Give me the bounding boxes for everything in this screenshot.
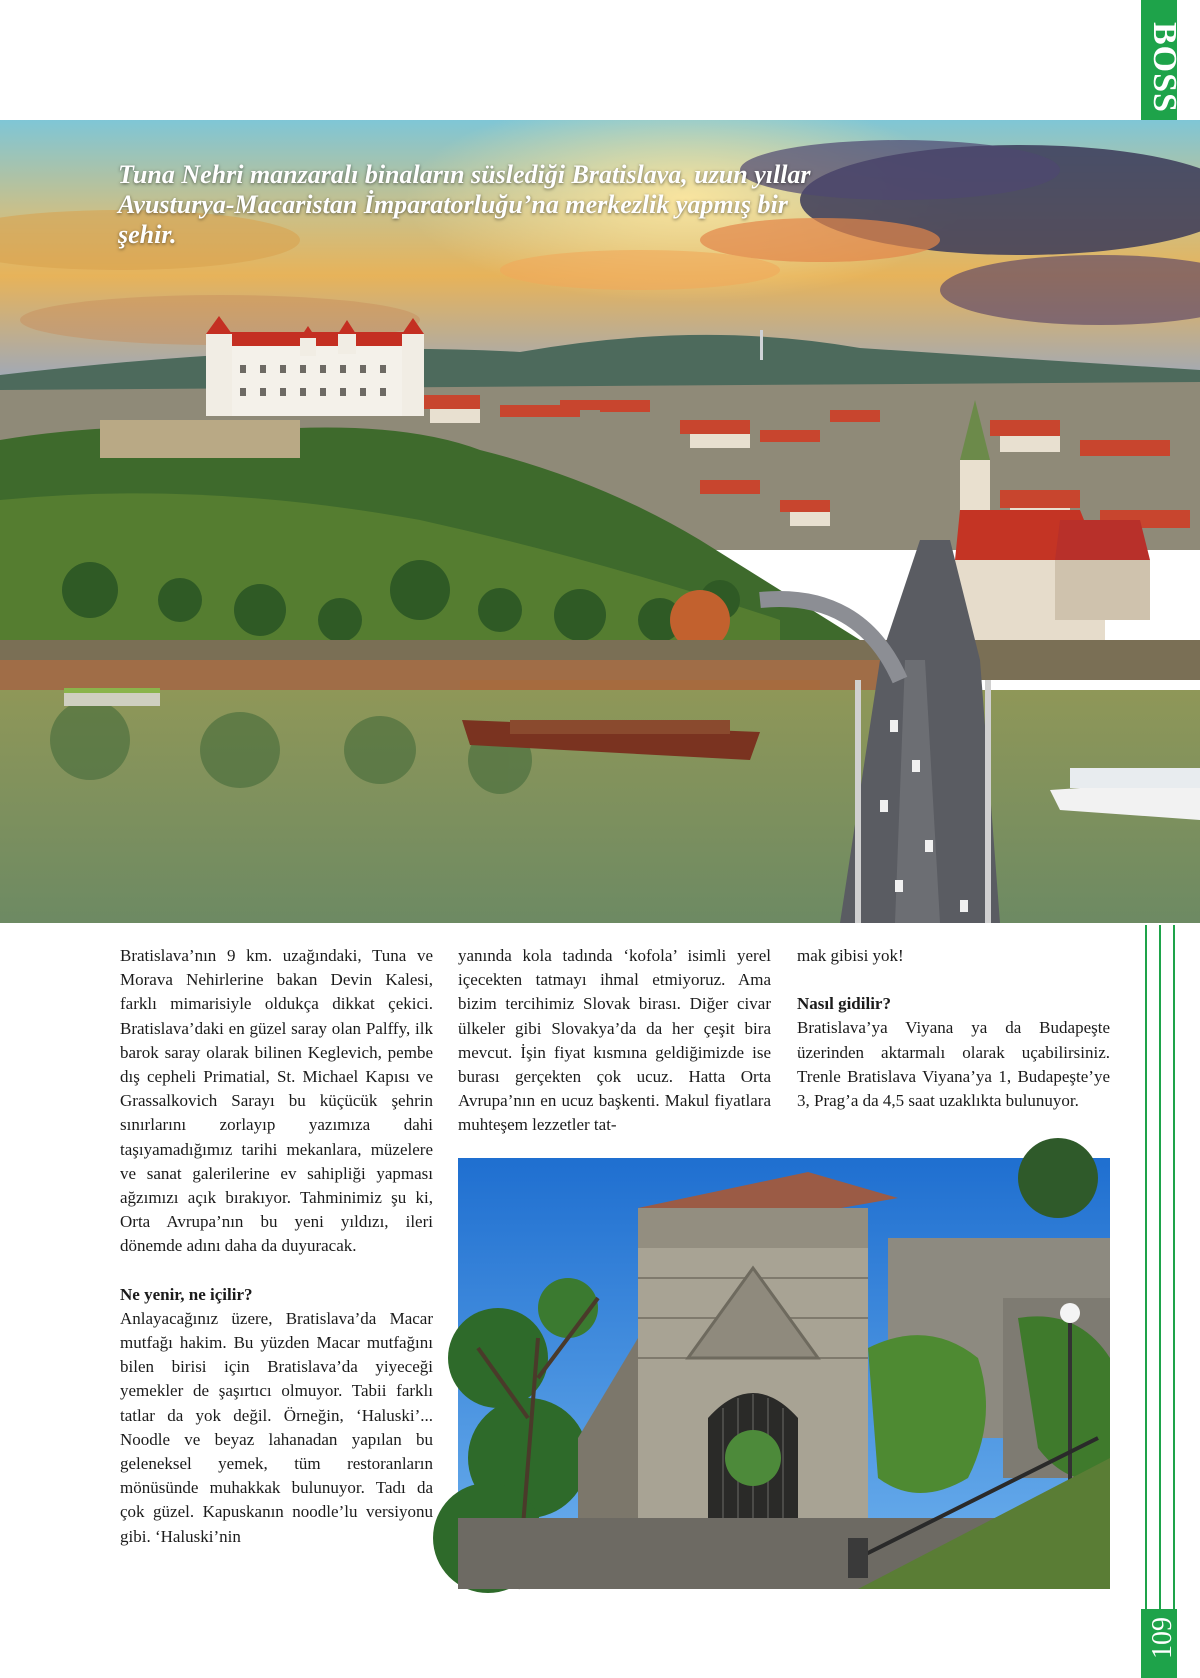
gate-photo bbox=[458, 1158, 1110, 1589]
margin-rule bbox=[1173, 925, 1175, 1609]
paragraph-food: Anlayacağınız üzere, Bratislava’da Macar mutfağı hakim. Bu yüzden Macar mutfağını bilen birisi için Bratislava’da yiyeceği yemekler de şaşırtıcı olmuyor. Tabii farklı tatlar da yok değil. Örneğin, ‘Haluski’... Noodle ve beyaz lahanadan yapılan bu geleneksel yemek, tüm restoranların mönüsünde muhakkak bulunuyor. Tadı da çok güzel. Kapuskanın noodle’lu versiyonu gibi. ‘Haluski’nin bbox=[120, 1308, 433, 1546]
article-column-1 bbox=[120, 944, 433, 1549]
paragraph-drinks-end: mak gibisi yok! bbox=[797, 946, 904, 965]
paragraph-sights: Bratislava’nın 9 km. uzağındaki, Tuna ve Morava Nehirlerine bakan Devin Kalesi, farklı mimarisiyle oldukça dikkat çekici. Bratislava’daki en güzel saray olan Palffy, ilk barok saray olarak bilinen Keglevich, pembe dış cepheli Primatial, St. Michael Kapısı ve Grassalkovich Sarayı bu küçücük şehrin sınırlarını zorlayıp yazımıza dahi taşıyamadığımız tarihi mekanlara, müzelere ve sanat galerilerine ev sahipliği yapması ağzımızı açık bırakıyor. Tahminimiz şu ki, Orta Avrupa’nın bu yeni yıldızı, ileri dönemde adını daha da duyuracak. bbox=[120, 946, 433, 1256]
paragraph-drinks: yanında kola tadında ‘kofola’ isimli yerel içecekten tatmayı ihmal etmiyoruz. Ama bizim tercihimiz Slovak birası. Diğer civar ülkeler gibi Slovakya’da da her çeşit bira mevcut. İşin fiyat kısmına geldiğimizde ise burası gerçekten çok ucuz. Hatta Orta Avrupa’nın en ucuz başkenti. Makul fiyatlara muhteşem lezzetler tat- bbox=[458, 946, 771, 1135]
heading-food: Ne yenir, ne içilir? bbox=[120, 1284, 253, 1304]
paragraph-travel: Bratislava’ya Viyana ya da Budapeşte üzerinden aktarmalı olarak uçabilirsiniz. Trenle Bratislava Viyana’ya 1, Budapeşte’ye 3, Prag’a da 4,5 saat uzaklıkta bulunuyor. bbox=[797, 1018, 1110, 1111]
margin-rule bbox=[1159, 925, 1161, 1609]
article-column-2 bbox=[458, 944, 771, 1138]
hero-photo-bratislava bbox=[0, 120, 1200, 923]
section-tab bbox=[1141, 0, 1183, 120]
margin-rule bbox=[1145, 925, 1147, 1609]
page-number-tab bbox=[1141, 1609, 1177, 1678]
section-tab-label: BOSS bbox=[1146, 22, 1183, 113]
gate-illustration bbox=[458, 1158, 1110, 1589]
page-number: 109 bbox=[1147, 1617, 1178, 1659]
hero-caption: Tuna Nehri manzaralı binaların süslediği Bratislava, uzun yıllar Avusturya-Macaristan İmparatorluğu’na merkezlik yapmış bir şehir. bbox=[118, 160, 811, 249]
heading-travel: Nasıl gidilir? bbox=[797, 994, 891, 1014]
article-column-3 bbox=[797, 944, 1110, 1113]
